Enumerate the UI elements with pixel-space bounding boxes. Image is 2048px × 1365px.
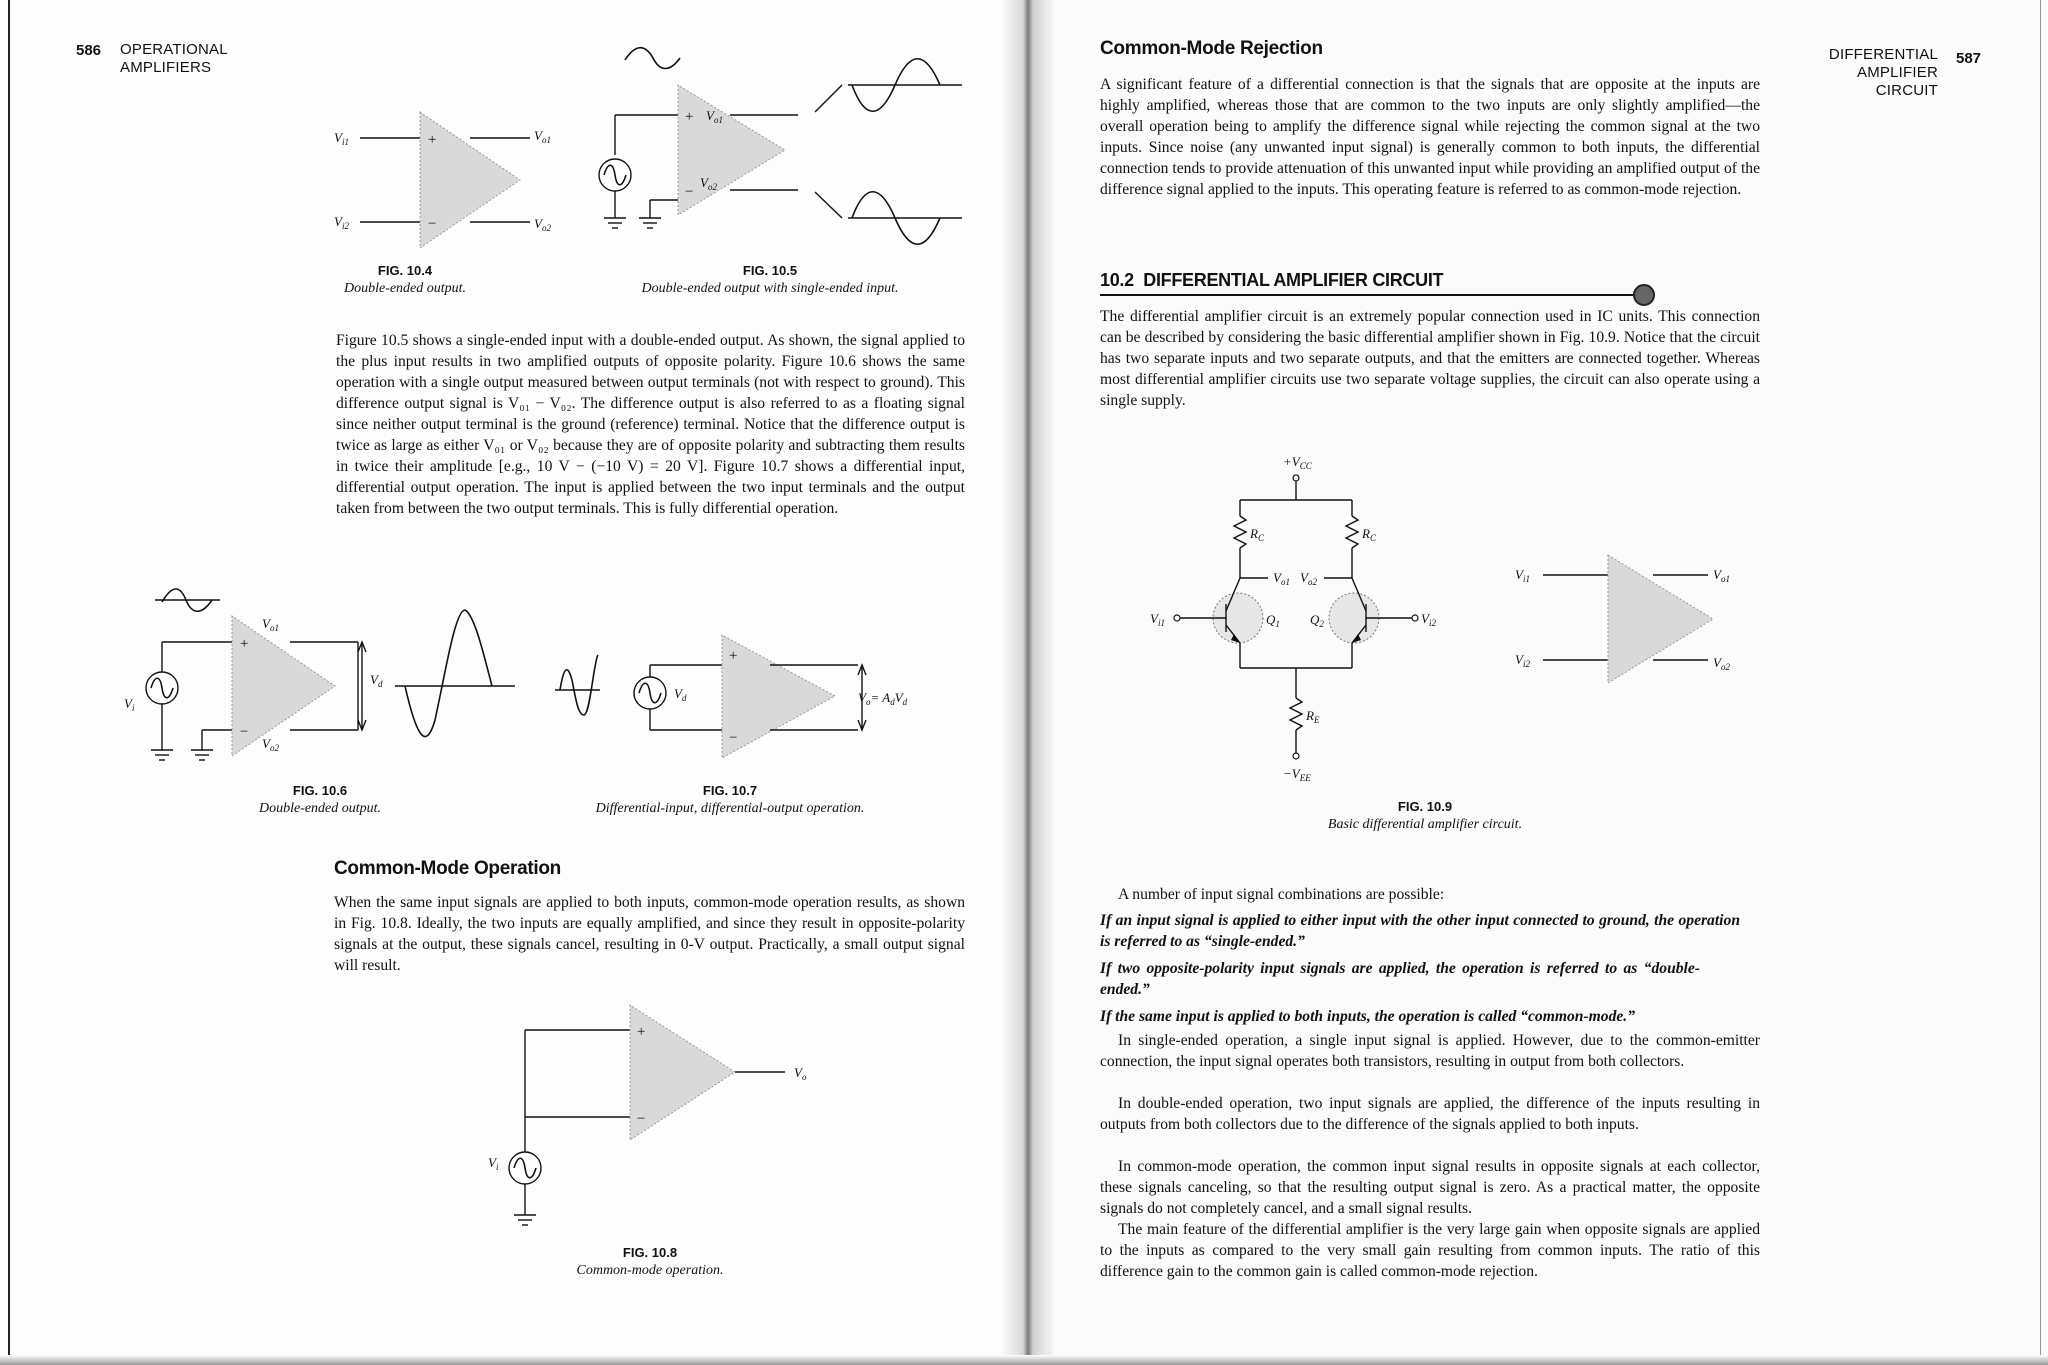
- right-page: [1028, 0, 2048, 1365]
- fig-10-9-block-labels: [1503, 555, 1763, 685]
- running-head: [1798, 46, 1938, 100]
- vo-equation-label: $V_o= A_dV_d$: [858, 690, 908, 707]
- figure-caption: Double-ended output.: [258, 801, 382, 816]
- terminal-icon: [1174, 615, 1180, 621]
- terminal-icon: [1293, 475, 1299, 481]
- vo1-label: $V_{o1}$: [706, 108, 723, 125]
- resistor-icon: [1234, 516, 1246, 548]
- vee-label: $-V_{EE}$: [1283, 766, 1311, 783]
- fig-10-7-caption: [560, 782, 900, 818]
- running-head: [120, 41, 228, 77]
- rc2-label: $R_C$: [1362, 526, 1376, 543]
- running-head-line: DIFFERENTIAL: [1828, 46, 1938, 63]
- body-paragraph: When the same input signals are applied to both inputs, common-mode operation results, as shown in Fig. 10.8. Ideally, the two inputs are equally amplified, and since they result in opposite-polarity signals at the output, these signals cancel, resulting in 0-V output. Practically, a small output signal will result.: [334, 894, 965, 974]
- input-sine-icon: [625, 48, 680, 69]
- vi2-label: $V_{i2}$: [1421, 611, 1436, 628]
- minus-sign: −: [427, 216, 438, 232]
- page-number: 587: [1956, 50, 1982, 67]
- leader-line: [815, 192, 842, 218]
- section-number: 10.2: [1100, 270, 1134, 290]
- vi1-label: $V_{i1}$: [334, 130, 349, 147]
- figure-label: FIG. 10.8: [622, 1245, 678, 1260]
- figure-label: FIG. 10.4: [377, 263, 433, 278]
- plus-sign: +: [684, 109, 695, 125]
- leader-line: [815, 85, 842, 112]
- body-paragraph: The differential amplifier circuit is an extremely popular connection used in IC units. This connection can be described by considering the basic differential amplifier shown in Fig. 10.9. Notice that the circuit has two separate inputs and two separate outputs, and that the emitters are connected together. Whereas most differential amplifier circuits use two separate voltage supplies, the circuit can also operate using a single supply.: [1100, 308, 1760, 409]
- page-edge: [2040, 0, 2041, 1365]
- plus-sign: +: [636, 1024, 647, 1040]
- vd-label: $V_d$: [674, 686, 687, 703]
- section-heading: Common-Mode Operation: [334, 858, 561, 879]
- section-title: DIFFERENTIAL AMPLIFIER CIRCUIT: [1143, 270, 1444, 290]
- fig-10-8-caption: [540, 1244, 760, 1280]
- minus-sign: −: [728, 730, 739, 746]
- body-paragraph: A significant feature of a differential connection is that the signals that are opposite at the inputs are highly amplified, whereas those that are common to the two inputs are only slightly amplified—the overall operation being to amplify the difference signal while rejecting the common signal at the two inputs. Since noise (any unwanted input signal) is generally common to both inputs, the differential connection tends to provide attenuation of this unwanted input while providing an amplified output of the difference signal applied to the inputs. This operating feature is referred to as common-mode rejection.: [1100, 76, 1760, 198]
- q1-label: $Q_1$: [1266, 612, 1280, 629]
- q2-label: $Q_2$: [1310, 612, 1324, 629]
- vcc-label: $+V_{CC}$: [1283, 454, 1312, 471]
- fig-10-6-diagram: [120, 580, 520, 770]
- book-gutter: [1003, 0, 1053, 1365]
- fig-10-6-caption: [220, 782, 420, 818]
- vd-label: $V_d$: [370, 672, 383, 689]
- minus-sign: −: [636, 1111, 647, 1127]
- fig-10-5-diagram: [590, 40, 970, 250]
- figure-caption: Basic differential amplifier circuit.: [1327, 817, 1523, 832]
- vo2-label: $V_{o2}$: [262, 736, 279, 753]
- vo1-label: $V_{o1}$: [1713, 567, 1730, 584]
- fig-10-8-diagram: [480, 1005, 840, 1235]
- figure-label: FIG. 10.9: [1397, 799, 1453, 814]
- opamp-triangle: [722, 635, 835, 758]
- minus-sign: −: [684, 184, 695, 200]
- terminal-icon: [1293, 753, 1299, 759]
- section-marker-icon: [1633, 284, 1655, 306]
- plus-sign: +: [239, 636, 250, 652]
- figure-caption: Double-ended output with single-ended input.: [641, 281, 899, 296]
- resistor-icon: [1290, 698, 1302, 730]
- vo2-label: $V_{o2}$: [700, 175, 717, 192]
- combo-item-common-mode: If the same input is applied to both inputs, the operation is called “common-mode.”: [1100, 1008, 1635, 1025]
- plus-sign: +: [728, 648, 739, 664]
- section-rule: [1100, 294, 1645, 296]
- section-heading: [1100, 270, 1443, 291]
- running-head-line: OPERATIONAL: [120, 41, 228, 58]
- figure-caption: Differential-input, differential-output operation.: [595, 801, 865, 816]
- page-edge: [8, 0, 10, 1365]
- figure-label: FIG. 10.5: [742, 263, 798, 278]
- combo-item-single-ended: If an input signal is applied to either input with the other input connected to ground, the operation is referred to as “single-ended.”: [1100, 912, 1740, 950]
- running-head-line: AMPLIFIERS: [120, 59, 212, 76]
- vi-label: $V_i$: [488, 1155, 499, 1172]
- vi-label: $V_i$: [124, 696, 135, 713]
- input-sine-icon: [560, 655, 598, 715]
- fig-10-9-caption: [1300, 798, 1550, 834]
- vi1-label: $V_{i1}$: [1150, 611, 1165, 628]
- vo1-label: $V_{o1}$: [534, 128, 551, 145]
- fig-10-9-diagram: [1128, 448, 1508, 788]
- output-sine-icon: [405, 610, 492, 737]
- combo-item-double-ended: If two opposite-polarity input signals are applied, the operation is referred to as “double-ended.”: [1100, 960, 1700, 998]
- vo1-label: $V_{o1}$: [262, 616, 279, 633]
- figure-caption: Double-ended output.: [343, 281, 467, 296]
- vo2-label: $V_{o2}$: [534, 216, 551, 233]
- terminal-icon: [1412, 615, 1418, 621]
- list-intro: A number of input signal combinations are possible:: [1118, 886, 1445, 903]
- fig-10-4-caption: [330, 262, 480, 298]
- minus-sign: −: [239, 724, 250, 740]
- body-paragraph: Figure 10.5 shows a single-ended input with a double-ended output. As shown, the signal applied to the plus input results in two amplified outputs of opposite polarity. Figure 10.6 shows the same operation with a single output measured between output terminals (not with respect to ground). This difference output signal is V₀₁ − V₀₂. The difference output is also referred to as a floating signal since neither output terminal is the ground (reference) terminal. Notice that the difference output is twice as large as either V₀₁ or V₀₂ because they are of opposite polarity and subtracting them results in twice their amplitude [e.g., 10 V − (−10 V) = 20 V]. Figure 10.7 shows a differential input, differential output operation. The input is applied between the two input terminals and the output taken from between the two output terminals. This is fully differential operation.: [336, 332, 965, 517]
- body-paragraph: In double-ended operation, two input signals are applied, the difference of the inputs resulting in outputs from both collectors due to the difference of the signals applied to both inputs.: [1100, 1095, 1760, 1133]
- fig-10-4-diagram: [320, 100, 580, 250]
- running-head-line: AMPLIFIER CIRCUIT: [1857, 64, 1938, 99]
- section-heading: Common-Mode Rejection: [1100, 38, 1323, 59]
- vi2-label: $V_{i2}$: [1515, 652, 1530, 669]
- vo1-label: $V_{o1}$: [1273, 570, 1290, 587]
- plus-sign: +: [427, 132, 438, 148]
- vo2-label: $V_{o2}$: [1300, 570, 1317, 587]
- vo2-label: $V_{o2}$: [1713, 655, 1730, 672]
- vi2-label: $V_{i2}$: [334, 214, 349, 231]
- re-label: $R_E$: [1306, 708, 1320, 725]
- body-paragraph: The main feature of the differential amplifier is the very large gain when opposite signals are applied to the inputs as compared to the very small gain resulting from common inputs. The ratio of this difference gain to the common gain is called common-mode rejection.: [1100, 1221, 1760, 1280]
- figure-label: FIG. 10.7: [702, 783, 758, 798]
- body-paragraph: In single-ended operation, a single input signal is applied. However, due to the common-emitter connection, the input signal operates both transistors, resulting in output from both collectors.: [1100, 1032, 1760, 1070]
- figure-caption: Common-mode operation.: [576, 1263, 724, 1278]
- fig-10-5-caption: [610, 262, 930, 298]
- page-bottom-edge: [0, 1355, 2048, 1365]
- body-paragraph: In common-mode operation, the common input signal results in opposite signals at each collector, these signals canceling, so that the resulting output signal is zero. As a practical matter, the opposite signals do not completely cancel, and a small signal results.: [1100, 1158, 1760, 1217]
- figure-label: FIG. 10.6: [292, 783, 348, 798]
- page-number: 586: [76, 42, 102, 59]
- vi1-label: $V_{i1}$: [1515, 567, 1530, 584]
- rc1-label: $R_C$: [1250, 526, 1264, 543]
- vo-label: $V_o$: [794, 1065, 807, 1082]
- fig-10-7-diagram: [550, 630, 930, 760]
- resistor-icon: [1346, 516, 1358, 548]
